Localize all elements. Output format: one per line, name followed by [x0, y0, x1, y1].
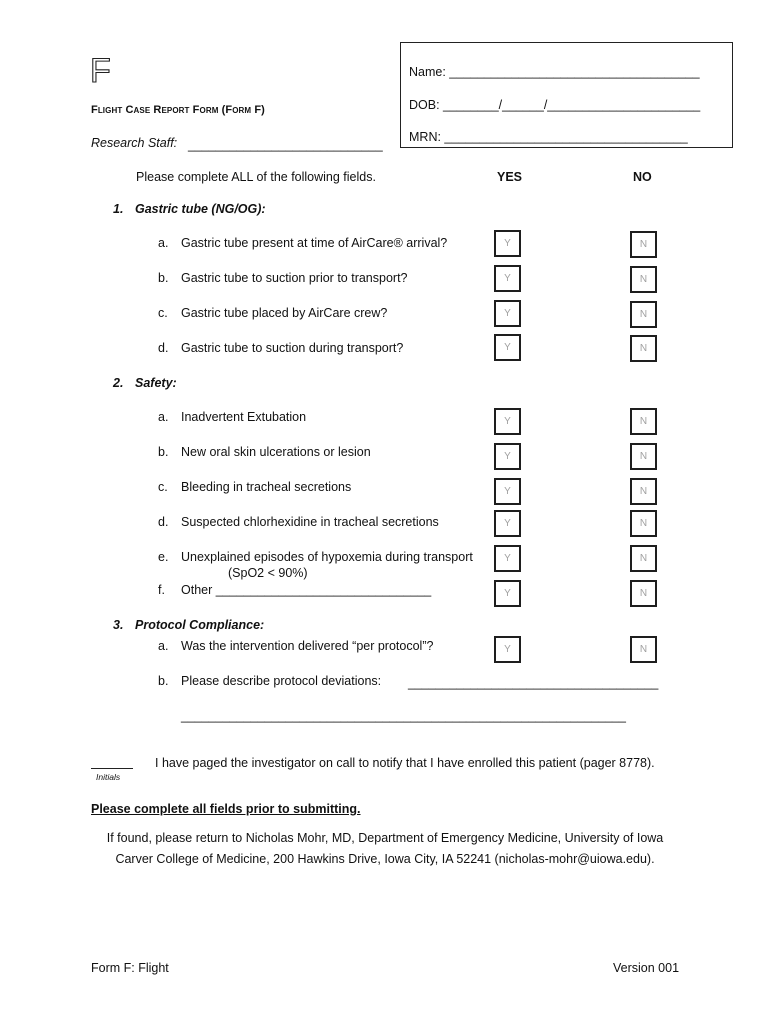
section-1-heading: [113, 202, 266, 216]
no-checkbox[interactable]: N: [630, 580, 657, 607]
no-checkbox[interactable]: N: [630, 510, 657, 537]
yes-column-header: YES: [497, 170, 523, 184]
item-letter: a.: [158, 639, 169, 653]
item-hypoxemia: Unexplained episodes of hypoxemia during transport: [181, 550, 473, 564]
item-letter: b.: [158, 271, 169, 285]
return-info-line-1: If found, please return to Nicholas Mohr, MD, Department of Emergency Medicine, University of Iowa: [106, 831, 664, 845]
yes-checkbox[interactable]: Y: [494, 300, 521, 327]
item-letter: a.: [158, 410, 169, 424]
no-column-header: NO: [633, 170, 652, 184]
item-gastric-suction-prior: Gastric tube to suction prior to transport?: [181, 271, 408, 285]
item-gastric-suction-during: Gastric tube to suction during transport?: [181, 341, 404, 355]
section-number: 3.: [113, 618, 124, 632]
item-gastric-present: Gastric tube present at time of AirCare® arrival?: [181, 236, 448, 250]
no-checkbox[interactable]: N: [630, 545, 657, 572]
instructions: Please complete ALL of the following fields.: [136, 170, 376, 184]
yes-checkbox[interactable]: Y: [494, 443, 521, 470]
section-number: 2.: [113, 376, 124, 390]
item-gastric-placed: Gastric tube placed by AirCare crew?: [181, 306, 388, 320]
patient-id-box: [400, 42, 733, 148]
item-letter: e.: [158, 550, 169, 564]
no-checkbox[interactable]: N: [630, 266, 657, 293]
name-field[interactable]: Name: ____________________________________: [409, 65, 700, 79]
yes-checkbox[interactable]: Y: [494, 636, 521, 663]
item-other-field[interactable]: Other _______________________________: [181, 583, 432, 597]
item-letter: f.: [158, 583, 165, 597]
complete-notice: Please complete all fields prior to submitting.: [91, 802, 361, 816]
yes-checkbox[interactable]: Y: [494, 334, 521, 361]
yes-checkbox[interactable]: Y: [494, 408, 521, 435]
initials-label: Initials: [96, 772, 121, 782]
item-per-protocol: Was the intervention delivered “per protocol”?: [181, 639, 434, 653]
section-2-heading: [113, 376, 177, 390]
section-number: 1.: [113, 202, 124, 216]
item-hypoxemia-detail: (SpO2 < 90%): [228, 566, 308, 580]
item-chlorhexidine: Suspected chlorhexidine in tracheal secretions: [181, 515, 439, 529]
item-deviations-label: Please describe protocol deviations:: [181, 674, 382, 688]
no-checkbox[interactable]: N: [630, 443, 657, 470]
footer-version: Version 001: [613, 961, 680, 975]
no-checkbox[interactable]: N: [630, 301, 657, 328]
deviations-field-line-2[interactable]: ________________________________________________________________: [181, 709, 626, 723]
deviations-field[interactable]: ____________________________________: [408, 676, 659, 690]
item-letter: c.: [158, 480, 168, 494]
yes-checkbox[interactable]: Y: [494, 510, 521, 537]
item-letter: c.: [158, 306, 168, 320]
form-title: Flight Case Report Form (Form F): [91, 104, 265, 116]
yes-checkbox[interactable]: Y: [494, 230, 521, 257]
item-letter: a.: [158, 236, 169, 250]
yes-checkbox[interactable]: Y: [494, 580, 521, 607]
no-checkbox[interactable]: N: [630, 636, 657, 663]
item-extubation: Inadvertent Extubation: [181, 410, 307, 424]
research-staff-field[interactable]: ____________________________: [188, 138, 383, 152]
research-staff-label: Research Staff:: [91, 136, 178, 150]
section-title: Safety:: [135, 376, 177, 390]
section-3-heading: [113, 618, 264, 632]
no-checkbox[interactable]: N: [630, 478, 657, 505]
form-logo-letter: F: [90, 52, 111, 90]
item-ulcerations: New oral skin ulcerations or lesion: [181, 445, 371, 459]
paged-statement: I have paged the investigator on call to notify that I have enrolled this patient (pager 8778).: [155, 756, 655, 770]
yes-checkbox[interactable]: Y: [494, 265, 521, 292]
no-checkbox[interactable]: N: [630, 408, 657, 435]
return-info-line-2: Carver College of Medicine, 200 Hawkins Drive, Iowa City, IA 52241 (nicholas-mohr@uiowa.edu).: [115, 852, 655, 866]
section-title: Gastric tube (NG/OG):: [135, 202, 266, 216]
initials-field[interactable]: [91, 756, 133, 769]
no-checkbox[interactable]: N: [630, 335, 657, 362]
yes-checkbox[interactable]: Y: [494, 478, 521, 505]
dob-field[interactable]: DOB: ________/______/______________________: [409, 98, 701, 112]
item-letter: d.: [158, 341, 169, 355]
yes-checkbox[interactable]: Y: [494, 545, 521, 572]
footer-form-name: Form F: Flight: [91, 961, 169, 975]
item-letter: d.: [158, 515, 169, 529]
mrn-field[interactable]: MRN: ___________________________________: [409, 130, 688, 144]
item-bleeding: Bleeding in tracheal secretions: [181, 480, 352, 494]
item-letter: b.: [158, 445, 169, 459]
section-title: Protocol Compliance:: [135, 618, 265, 632]
item-letter: b.: [158, 674, 169, 688]
no-checkbox[interactable]: N: [630, 231, 657, 258]
